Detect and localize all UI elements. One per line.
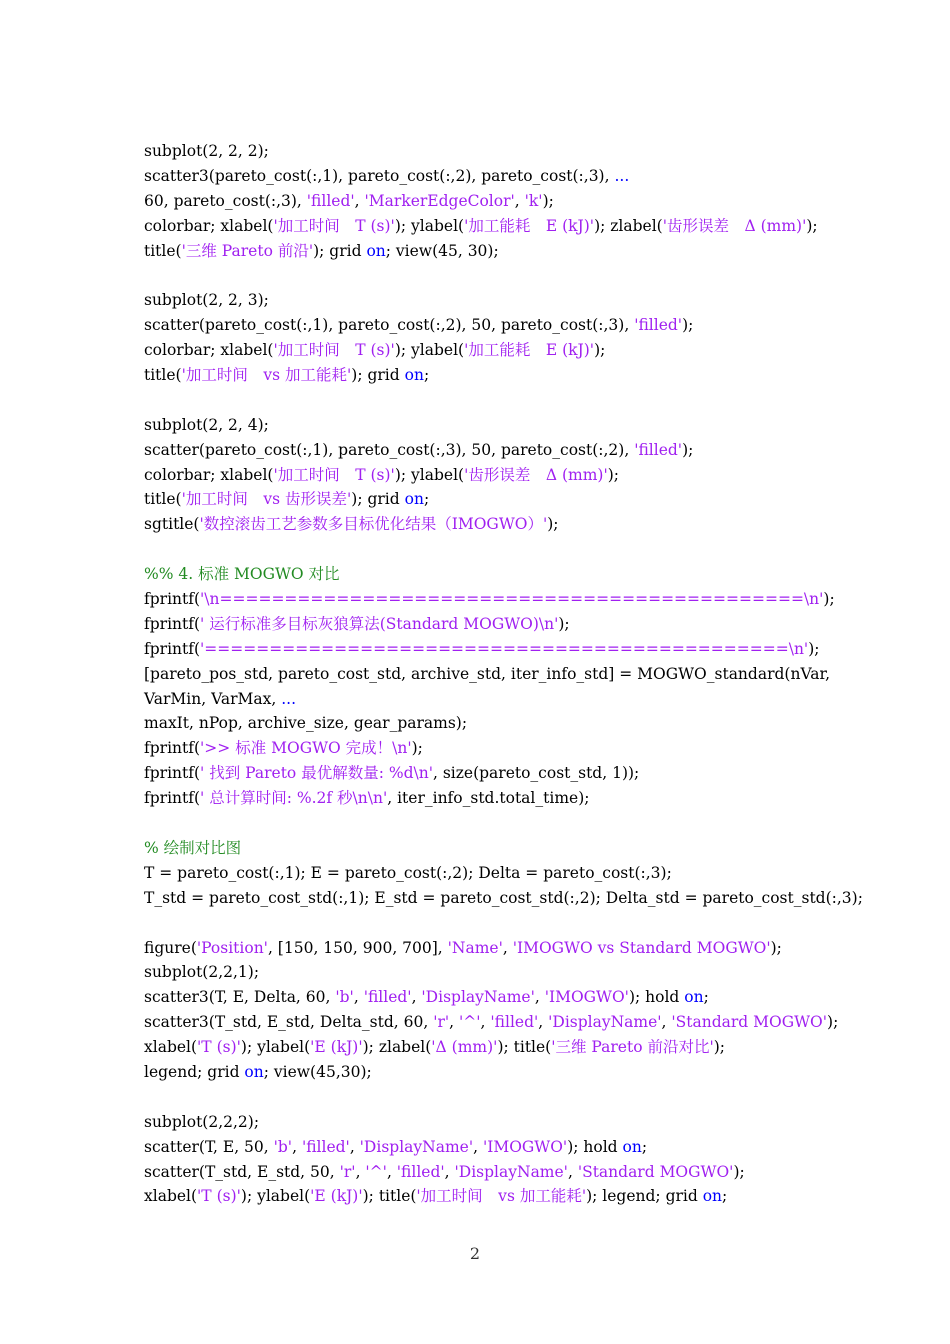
code-text: legend; grid [144, 1062, 245, 1081]
string-literal: '^' [365, 1162, 387, 1181]
code-text: scatter(T, E, 50, [144, 1137, 274, 1156]
code-line [144, 936, 924, 961]
string-literal: 'k' [524, 191, 543, 210]
code-text: ); [733, 1162, 745, 1181]
code-text: ); [547, 515, 559, 534]
code-line [144, 985, 924, 1010]
code-text: , iter_info_std.total_time); [387, 789, 590, 808]
code-line [144, 438, 924, 463]
string-literal: ' 找到 Pareto 最优解数量: %d\n' [200, 764, 433, 783]
code-text: colorbar; xlabel( [144, 341, 274, 360]
code-line [144, 662, 924, 687]
string-literal: 'b' [335, 988, 354, 1007]
code-text: fprintf( [144, 590, 201, 609]
code-text: ); ylabel( [240, 1038, 311, 1057]
code-text: ; [423, 490, 430, 509]
comment: % 绘制对比图 [144, 838, 242, 857]
blank-line [144, 811, 924, 836]
code-text: , [444, 1162, 455, 1181]
blank-line [144, 911, 924, 936]
keyword: on [366, 241, 386, 260]
code-line [144, 1160, 924, 1185]
code-text: ; view(45, 30); [385, 241, 499, 260]
code-text: , [534, 988, 545, 1007]
string-literal: 'IMOGWO' [482, 1137, 568, 1156]
code-line [144, 886, 924, 911]
string-literal: 'IMOGWO' [544, 988, 629, 1007]
code-line [144, 1135, 924, 1160]
code-text: xlabel( [144, 1187, 198, 1206]
code-text: ); zlabel( [594, 216, 663, 235]
string-literal: 'T (s)' [197, 1187, 241, 1206]
code-text: , [292, 1137, 302, 1156]
code-line [144, 164, 924, 189]
string-literal: 'Standard MOGWO' [577, 1162, 734, 1181]
code-text: , [514, 191, 525, 210]
string-literal: '加工时间 vs 加工能耗' [181, 366, 352, 385]
code-text: , [538, 1013, 549, 1032]
code-line [144, 239, 924, 264]
blank-line [144, 1085, 924, 1110]
code-text: ); zlabel( [362, 1038, 432, 1057]
code-text: , [480, 1013, 491, 1032]
code-text: fprintf( [144, 639, 201, 658]
code-text: T_std = pareto_cost_std(:,1); E_std = pareto_cost_std(:,2); Delta_std = pareto_cost_std(:,3); [144, 888, 863, 907]
string-literal: '^' [459, 1013, 481, 1032]
code-text: subplot(2, 2, 4); [144, 415, 269, 434]
string-literal: '加工时间 vs 齿形误差' [181, 490, 352, 509]
code-text: title( [144, 490, 182, 509]
code-line [144, 139, 924, 164]
code-text: title( [144, 366, 182, 385]
comment: %% 4. 标准 MOGWO 对比 [144, 565, 340, 584]
code-text: ); legend; grid [586, 1187, 703, 1206]
code-text: ); [806, 216, 818, 235]
code-line [144, 1060, 924, 1085]
code-text: , [355, 1162, 366, 1181]
code-line [144, 413, 924, 438]
code-line [144, 1184, 924, 1209]
code-text: scatter(pareto_cost(:,1), pareto_cost(:,2), 50, pareto_cost(:,3), [144, 316, 635, 335]
code-text: xlabel( [144, 1038, 198, 1057]
code-text: scatter3(T, E, Delta, 60, [144, 988, 336, 1007]
code-text: ); [827, 1013, 839, 1032]
code-line [144, 214, 924, 239]
string-literal: 'filled' [301, 1137, 350, 1156]
code-text: ); grid [351, 366, 405, 385]
string-literal: 'filled' [634, 440, 683, 459]
string-literal: 'filled' [634, 316, 683, 335]
code-text: ; [703, 988, 709, 1007]
code-text: scatter(T_std, E_std, 50, [144, 1162, 340, 1181]
code-line [144, 512, 924, 537]
code-text: scatter(pareto_cost(:,1), pareto_cost(:,3), 50, pareto_cost(:,2), [144, 440, 635, 459]
string-literal: '\n=============================================\n' [200, 590, 824, 609]
code-line [144, 189, 924, 214]
code-text: fprintf( [144, 764, 201, 783]
keyword: ... [281, 689, 296, 708]
string-literal: '齿形误差 Δ (mm)' [662, 216, 807, 235]
code-text: scatter3(pareto_cost(:,1), pareto_cost(:,2), pareto_cost(:,3), [144, 166, 615, 185]
code-text: ); [594, 341, 606, 360]
code-line [144, 612, 924, 637]
code-line [144, 861, 924, 886]
code-text: ); hold [567, 1137, 623, 1156]
code-text: ); [823, 590, 835, 609]
code-line [144, 687, 924, 712]
string-literal: 'E (kJ)' [310, 1038, 363, 1057]
string-literal: 'DisplayName' [548, 1013, 662, 1032]
code-line [144, 1110, 924, 1135]
code-text: ); [682, 440, 694, 459]
string-literal: 'Δ (mm)' [431, 1038, 498, 1057]
code-text: ); [770, 938, 782, 957]
string-literal: '>> 标准 MOGWO 完成！\n' [200, 739, 412, 758]
string-literal: 'b' [273, 1137, 293, 1156]
code-line [144, 463, 924, 488]
code-text: colorbar; xlabel( [144, 216, 274, 235]
code-text: scatter3(T_std, E_std, Delta_std, 60, [144, 1013, 434, 1032]
code-text: , [411, 988, 422, 1007]
string-literal: '加工时间 T (s)' [273, 216, 395, 235]
string-literal: '三维 Pareto 前沿' [181, 241, 314, 260]
code-text: fprintf( [144, 739, 201, 758]
code-text: ; [722, 1187, 728, 1206]
string-literal: '数控滚齿工艺参数多目标优化结果（IMOGWO）' [199, 515, 548, 534]
code-line [144, 637, 924, 662]
string-literal: '加工时间 T (s)' [273, 465, 395, 484]
code-text: fprintf( [144, 789, 201, 808]
code-text: , size(pareto_cost_std, 1)); [432, 764, 640, 783]
string-literal: '加工能耗 E (kJ)' [464, 216, 595, 235]
code-line [144, 288, 924, 313]
keyword: on [244, 1062, 264, 1081]
keyword: on [622, 1137, 642, 1156]
blank-line [144, 388, 924, 413]
code-line [144, 562, 924, 587]
page-number: 2 [469, 1244, 481, 1263]
code-text: subplot(2, 2, 2); [144, 142, 269, 160]
string-literal: 'T (s)' [197, 1038, 241, 1057]
code-text: ); ylabel( [240, 1187, 311, 1206]
string-literal: '加工时间 T (s)' [273, 341, 395, 360]
code-line [144, 1035, 924, 1060]
code-text: ); grid [313, 241, 367, 260]
code-line [144, 711, 924, 736]
code-text: ; [423, 366, 430, 385]
code-text: ); title( [362, 1187, 417, 1206]
code-line [144, 786, 924, 811]
code-line [144, 1010, 924, 1035]
code-text: , [349, 1137, 360, 1156]
code-text: ; view(45,30); [263, 1062, 372, 1081]
code-text: , [150, 150, 900, 700], [267, 938, 448, 957]
keyword: on [404, 366, 424, 385]
code-text: ); ylabel( [394, 216, 465, 235]
code-text: maxIt, nPop, archive_size, gear_params); [144, 714, 468, 733]
code-text: ); [808, 639, 820, 658]
code-text: ); [713, 1038, 726, 1057]
code-line [144, 960, 924, 985]
code-line [144, 487, 924, 512]
code-listing [144, 139, 924, 1209]
code-text: title( [144, 241, 182, 260]
string-literal: 'filled' [490, 1013, 539, 1032]
string-literal: 'E (kJ)' [310, 1187, 363, 1206]
code-text: , [386, 1162, 397, 1181]
code-text: colorbar; xlabel( [144, 465, 274, 484]
code-line [144, 313, 924, 338]
code-text: ); hold [628, 988, 685, 1007]
code-line [144, 736, 924, 761]
code-text: sgtitle( [144, 515, 200, 534]
code-text: 60, pareto_cost(:,3), [144, 191, 307, 210]
string-literal: 'r' [433, 1013, 450, 1032]
code-text: , [354, 191, 365, 210]
string-literal: ' 总计算时间: %.2f 秒\n\n' [200, 789, 388, 808]
code-line [144, 363, 924, 388]
code-text: , [353, 988, 364, 1007]
code-text: figure( [144, 938, 197, 957]
code-line [144, 587, 924, 612]
string-literal: 'Name' [447, 938, 503, 957]
keyword: on [684, 988, 704, 1007]
code-text: , [567, 1162, 578, 1181]
code-text: fprintf( [144, 614, 201, 633]
code-text: VarMin, VarMax, [144, 689, 282, 708]
code-text: , [502, 938, 513, 957]
string-literal: '三维 Pareto 前沿对比' [551, 1038, 714, 1057]
code-text: ); [682, 316, 694, 335]
code-text: , [449, 1013, 460, 1032]
code-line [144, 761, 924, 786]
code-text: ); [607, 465, 620, 484]
code-line [144, 836, 924, 861]
code-text: ); ylabel( [394, 341, 465, 360]
string-literal: '加工时间 vs 加工能耗' [416, 1187, 587, 1206]
code-text: ); [542, 191, 554, 210]
code-line [144, 338, 924, 363]
string-literal: 'Standard MOGWO' [671, 1013, 828, 1032]
code-text: ); grid [351, 490, 405, 509]
string-literal: '加工能耗 E (kJ)' [464, 341, 595, 360]
code-text: ); [411, 739, 423, 758]
string-literal: 'DisplayName' [359, 1137, 474, 1156]
code-text: ; [641, 1137, 648, 1156]
code-text: [pareto_pos_std, pareto_cost_std, archive_std, iter_info_std] = MOGWO_standard(nVar, [144, 664, 831, 683]
string-literal: '=============================================\n' [200, 639, 809, 658]
code-text: T = pareto_cost(:,1); E = pareto_cost(:,2); Delta = pareto_cost(:,3); [144, 863, 672, 882]
string-literal: 'MarkerEdgeColor' [364, 191, 515, 210]
string-literal: 'IMOGWO vs Standard MOGWO' [512, 938, 771, 957]
code-text: ); title( [497, 1038, 552, 1057]
string-literal: '齿形误差 Δ (mm)' [464, 465, 608, 484]
string-literal: 'Position' [196, 938, 268, 957]
blank-line [144, 537, 924, 562]
string-literal: ' 运行标准多目标灰狼算法(Standard MOGWO)\n' [200, 614, 559, 633]
keyword: on [702, 1187, 723, 1206]
code-text: , [661, 1013, 672, 1032]
code-text: subplot(2,2,1); [144, 963, 260, 982]
string-literal: 'DisplayName' [454, 1162, 568, 1181]
keyword: ... [614, 166, 630, 185]
code-text: ); [558, 614, 570, 633]
code-text: subplot(2,2,2); [144, 1112, 260, 1131]
string-literal: 'filled' [306, 191, 355, 210]
string-literal: 'r' [339, 1162, 356, 1181]
string-literal: 'filled' [396, 1162, 445, 1181]
code-text: , [473, 1137, 483, 1156]
string-literal: 'filled' [363, 988, 412, 1007]
code-text: subplot(2, 2, 3); [144, 291, 269, 310]
code-text: ); ylabel( [394, 465, 465, 484]
keyword: on [404, 490, 424, 509]
string-literal: 'DisplayName' [421, 988, 535, 1007]
blank-line [144, 263, 924, 288]
